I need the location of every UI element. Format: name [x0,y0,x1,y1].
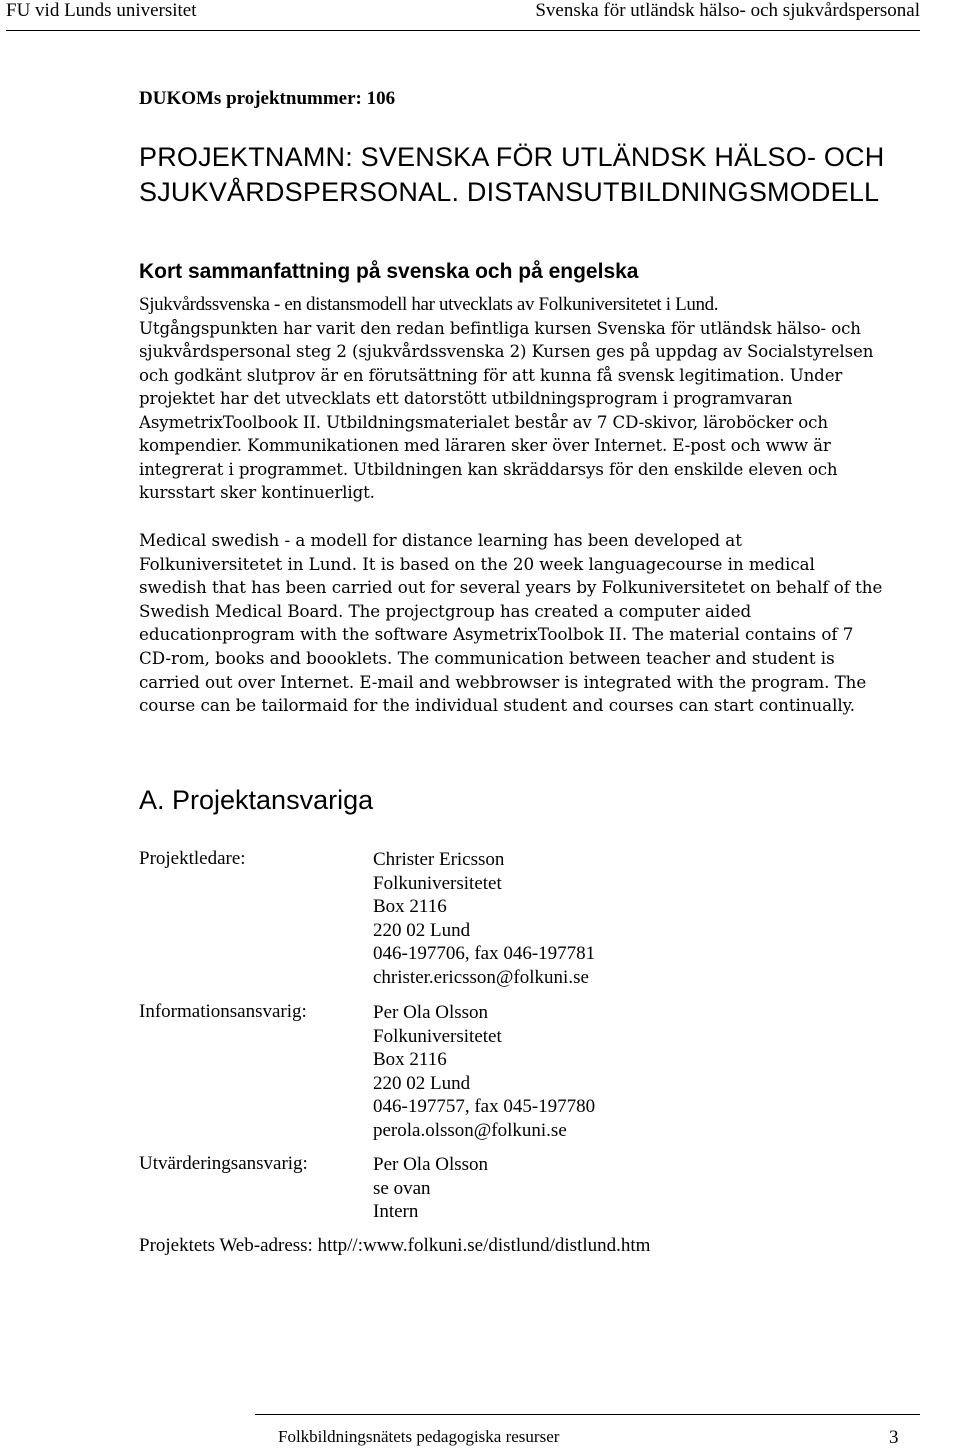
project-number: DUKOMs projektnummer: 106 [139,88,396,109]
contact-line: Folkuniversitetet [373,872,502,894]
page-title [139,140,884,210]
footer-text: Folkbildningsnätets pedagogiska resurser [278,1427,560,1446]
contact-line: 046-197706, fax 046-197781 [373,943,596,965]
header-right: Svenska för utländsk hälso- och sjukvårdspersonal [535,0,920,21]
contact-line: Box 2116 [373,896,447,918]
contact-line: 220 02 Lund [373,919,471,941]
contact-line: 220 02 Lund [373,1072,471,1094]
header-divider [6,30,920,31]
footer-divider [255,1414,920,1415]
title-line-1: PROJEKTNAMN: SVENSKA FÖR UTLÄNDSK HÄLSO- OCH [139,142,885,172]
contact-label-projektledare: Projektledare: [139,848,246,869]
contact-line: Per Ola Olsson [373,1154,489,1175]
contact-details-projektledare [373,848,595,990]
contact-line: se ovan [373,1177,431,1199]
contact-line: Box 2116 [373,1049,447,1071]
web-address: Projektets Web-adress: http//:www.folkuni.se/distlund/distlund.htm [139,1235,651,1256]
contact-details-utvarderingsansvarig [373,1153,488,1224]
contact-line: Folkuniversitetet [373,1025,502,1047]
contact-line: Per Ola Olsson [373,1002,489,1023]
swedish-summary [139,293,879,505]
contact-line: 046-197757, fax 045-197780 [373,1096,596,1118]
contact-email: perola.olsson@folkuni.se [373,1119,567,1141]
section-a-heading: A. Projektansvariga [139,785,374,815]
contact-label-informationsansvarig: Informationsansvarig: [139,1001,307,1022]
title-line-2: SJUKVÅRDSPERSONAL. DISTANSUTBILDNINGSMODELL [139,177,880,207]
page-number: 3 [889,1427,899,1448]
contact-label-utvarderingsansvarig: Utvärderingsansvarig: [139,1153,308,1174]
header-left: FU vid Lunds universitet [6,0,197,21]
swedish-summary-text: Utgångspunkten har varit den redan befintliga kursen Svenska för utländsk hälso- och sjukvårdspersonal steg 2 (sjukvårdssvenska 2) Kursen ges på uppdag av Socialstyrelsen och godkänt slutprov är en förutsättning för att kunna få svensk legitimation. Under projektet har det utvecklats ett datorstött utbildningsprogram i programvaran AsymetrixToolbook II. Utbildningsmaterialet består av 7 CD-skivor, läroböcker och kompendier. Kommunikationen med läraren sker över Internet. E-post och www är integrerat i programmet. Utbildningen kan skräddarsys för den enskilde eleven och kursstart sker kontinuerligt. [139,318,874,502]
contact-line: Intern [373,1201,419,1223]
contact-line: Christer Ericsson [373,849,505,870]
contact-details-informationsansvarig [373,1001,595,1143]
english-summary: Medical swedish - a modell for distance learning has been developed at Folkuniversitetet in Lund. It is based on the 20 week languagecourse in medical swedish that has been carried out for several years by Folkuniversitetet on behalf of the Swedish Medical Board. The projectgroup has created a computer aided educationprogram with the software AsymetrixToolbok II. The material contains of 7 CD-rom, books and boooklets. The communication between teacher and student is carried out over Internet. E-mail and webbrowser is integrated with the program. The course can be tailormaid for the individual student and courses can start continually. [139,530,883,716]
summary-heading: Kort sammanfattning på svenska och på engelska [139,260,639,283]
contact-email: christer.ericsson@folkuni.se [373,966,589,988]
swedish-summary-lead: Sjukvårdssvenska - en distansmodell har utvecklats av Folkuniversitetet i Lund. [139,294,719,315]
